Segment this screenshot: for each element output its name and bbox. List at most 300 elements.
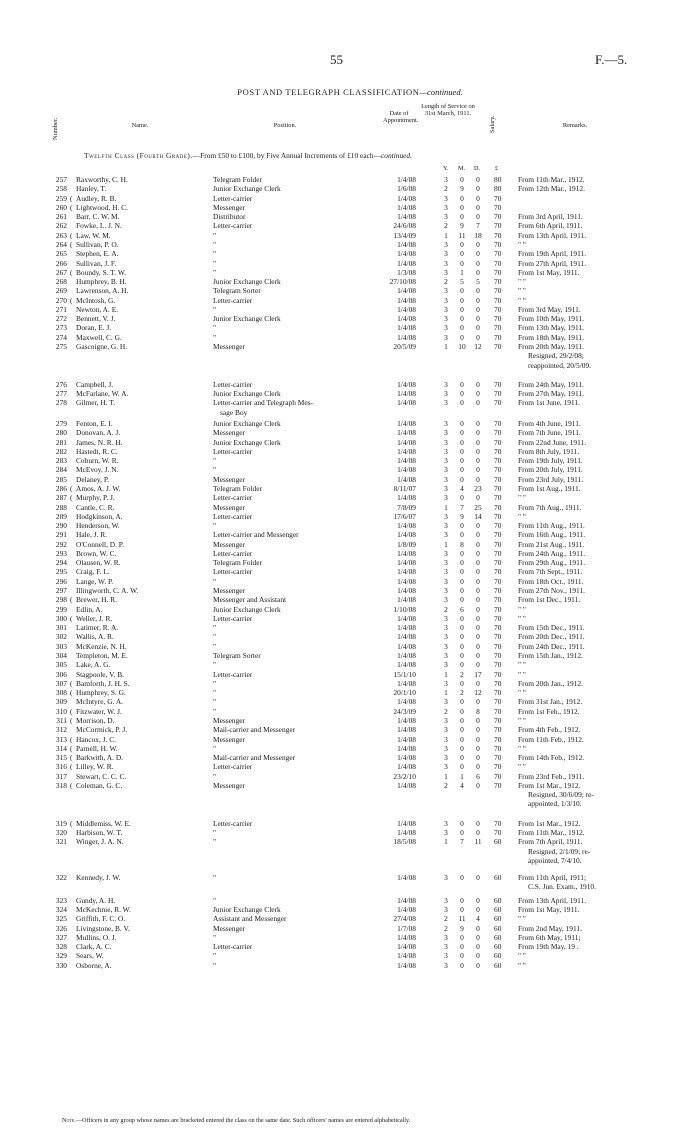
row-months: 0 [460,456,464,466]
row-position: Junior Exchange Clerk [213,604,281,614]
row-salary: 60 [494,905,502,914]
row-remarks: " " [518,277,526,287]
row-position: " [213,623,217,633]
row-date: 1/4/08 [397,960,416,970]
row-date: 1/4/08 [397,632,416,642]
row-days: 0 [476,623,480,633]
row-name: Latimer, R. A. [76,623,119,633]
row-remarks: From 7th April, 1911. [518,837,583,847]
row-days: 0 [476,212,480,222]
row-years: 3 [444,483,448,493]
row-position: Distributor [213,212,246,222]
row-remarks-continued: Resigned, 30/6/09; re- [528,790,594,800]
row-position: Letter-carrier [213,193,253,203]
row-months: 0 [460,193,464,203]
row-days: 0 [476,521,480,531]
row-position: " [213,239,217,249]
row-name: Lightwood, H. C. [76,202,128,212]
row-months: 0 [460,530,464,540]
row-days: 0 [476,389,480,399]
row-months: 1 [460,267,464,277]
row-salary: 70 [494,743,502,753]
row-name: Kennedy, J. W. [76,873,121,883]
row-position-continued: sage Boy [220,407,248,417]
row-name: Hodgkinson, A. [76,511,123,521]
row-position: Letter-carrier [213,221,253,231]
row-days: 0 [476,258,480,268]
row-remarks: From 3rd April, 1911. [518,212,583,222]
row-position: " [213,660,217,670]
row-salary: 70 [494,762,502,772]
row-years: 3 [444,446,448,456]
row-days: 0 [476,184,480,194]
row-position: " [213,332,217,342]
row-days: 0 [476,641,480,651]
row-days: 0 [476,332,480,342]
row-number: 257 [55,175,67,184]
row-months: 8 [460,539,464,549]
row-remarks: From 11th Feb., 1912. [518,734,584,744]
row-number: 291 [55,530,67,540]
row-number: 263 [55,230,67,240]
row-number: 292 [55,539,67,549]
row-days: 0 [476,456,480,466]
row-years: 3 [444,895,448,905]
row-bracket: ( [70,267,73,277]
row-days: 0 [476,314,480,324]
row-position: Messenger [213,715,246,725]
row-name: Sears, W. [76,951,104,961]
row-months: 0 [460,175,464,184]
row-months: 0 [460,314,464,324]
header-length: Length of Service on 31st March, 1911. [421,103,475,117]
row-remarks: From 11th Mar., 1912. [518,175,585,184]
row-months: 9 [460,511,464,521]
row-months: 0 [460,586,464,596]
row-date: 1/4/08 [397,332,416,342]
row-number: 294 [55,558,67,568]
row-days: 0 [476,267,480,277]
row-months: 0 [460,389,464,399]
row-days: 0 [476,780,480,790]
row-remarks: From 11th Mar., 1912. [518,828,585,838]
row-days: 18 [474,230,482,240]
row-number: 298 [55,595,67,605]
row-number: 269 [55,286,67,296]
row-salary: 70 [494,277,502,287]
row-number: 276 [55,379,67,389]
row-position: " [213,632,217,642]
row-years: 3 [444,951,448,961]
row-salary: 70 [494,212,502,222]
row-position: " [213,873,217,883]
row-years: 3 [444,437,448,447]
row-number: 311 [56,715,67,725]
row-bracket: ( [70,734,73,744]
row-years: 3 [444,743,448,753]
row-date: 1/4/08 [397,389,416,399]
row-salary: 70 [494,456,502,466]
row-number: 316 [55,762,67,772]
row-name: Parnell, H. W. [76,743,118,753]
row-salary: 70 [494,502,502,512]
row-years: 3 [444,323,448,333]
table-row-continuation [0,408,700,418]
row-position: Letter-carrier [213,762,253,772]
row-salary: 70 [494,446,502,456]
row-name: Stewart, C. C. C. [76,771,127,781]
table-row-continuation [0,361,700,371]
row-number: 319 [55,818,67,828]
row-salary: 70 [494,688,502,698]
row-months: 0 [460,465,464,475]
row-position: Junior Exchange Clerk [213,314,281,324]
row-date: 1/4/08 [397,212,416,222]
row-number: 284 [55,465,67,475]
row-position: Messenger [213,780,246,790]
row-months: 0 [460,212,464,222]
row-remarks: " " [518,762,526,772]
row-number: 302 [55,632,67,642]
row-bracket: ( [70,239,73,249]
row-salary: 70 [494,530,502,540]
row-months: 11 [458,914,466,924]
row-salary: 60 [494,837,502,847]
row-number: 303 [55,641,67,651]
row-years: 2 [444,184,448,194]
row-name: Olausen, W. R. [76,558,121,568]
row-position: " [213,576,217,586]
row-number: 289 [55,511,67,521]
row-days: 0 [476,753,480,763]
row-date: 1/4/08 [397,595,416,605]
row-date: 18/5/08 [393,837,416,847]
row-remarks: From 10th May, 1911. [518,314,584,324]
row-name: Coburn, W. R. [76,456,119,466]
row-name: Law, W. M. [76,230,111,240]
row-remarks: From 1st Aug., 1911. [518,483,581,493]
row-position: Telegram Folder [213,483,262,493]
row-months: 7 [460,837,464,847]
row-salary: 70 [494,613,502,623]
unit-days: D. [474,165,481,172]
row-years: 3 [444,873,448,883]
row-bracket: ( [70,706,73,716]
row-salary: 70 [494,221,502,231]
row-position: " [213,837,217,847]
row-remarks-continued: reappointed, 20/5/09. [528,360,592,370]
row-bracket: ( [70,202,73,212]
row-date: 1/4/08 [397,456,416,466]
row-remarks: " " [518,743,526,753]
row-number: 315 [55,753,67,763]
row-months: 0 [460,641,464,651]
row-months: 0 [460,548,464,558]
row-years: 3 [444,474,448,484]
row-name: Lilley, W. R. [76,762,114,772]
row-remarks: " " [518,688,526,698]
row-number: 325 [55,914,67,924]
row-bracket: ( [70,743,73,753]
row-name: Brewer, H. R. [76,595,117,605]
row-days: 8 [476,706,480,716]
row-salary: 80 [494,175,502,184]
row-remarks: From 16th Aug., 1911. [518,530,586,540]
row-years: 3 [444,595,448,605]
row-days: 25 [474,502,482,512]
row-date: 1/4/08 [397,942,416,952]
row-remarks: From 19th May, 19 . [518,942,579,952]
row-number: 287 [55,493,67,503]
row-salary: 70 [494,428,502,438]
row-salary: 70 [494,660,502,670]
row-remarks-continued: Resigned, 2/1/09; re- [528,846,591,856]
row-name: Morrison, D. [76,715,115,725]
row-name: Lange, W. P. [76,576,114,586]
row-name: Sullivan, P. O. [76,239,119,249]
row-position: Messenger [213,586,246,596]
row-number: 270 [55,295,67,305]
row-years: 3 [444,530,448,540]
row-years: 3 [444,456,448,466]
row-months: 0 [460,437,464,447]
row-position: Letter-carrier [213,613,253,623]
row-days: 0 [476,539,480,549]
row-position: " [213,521,217,531]
row-days: 0 [476,548,480,558]
row-date: 27/10/08 [389,277,416,287]
row-position: Telegram Sorter [213,286,261,296]
row-number: 306 [55,669,67,679]
row-name: Maxwell, C. G. [76,332,122,342]
row-date: 1/4/08 [397,493,416,503]
row-date: 1/4/08 [397,295,416,305]
row-remarks: From 21st Aug., 1911. [518,539,585,549]
row-days: 0 [476,286,480,296]
row-position: Messenger [213,734,246,744]
row-number: 295 [55,567,67,577]
row-salary: 70 [494,539,502,549]
row-name: Murphy, P. J. [76,493,115,503]
row-number: 265 [55,249,67,259]
row-months: 11 [458,230,466,240]
row-years: 3 [444,398,448,408]
row-name: McCormick, P. J. [76,725,128,735]
row-name: Gilmer, H. T. [76,398,116,408]
row-bracket: ( [70,595,73,605]
row-number: 286 [55,483,67,493]
row-number: 283 [55,456,67,466]
row-position: Letter-carrier [213,493,253,503]
row-position: Messenger [213,342,246,352]
row-position: " [213,323,217,333]
row-salary: 70 [494,437,502,447]
row-name: Boundy, S. T. W. [76,267,126,277]
row-bracket: ( [70,715,73,725]
row-salary: 70 [494,202,502,212]
row-years: 3 [444,818,448,828]
row-name: Weller, J. R. [76,613,113,623]
row-name: Edlin, A. [76,604,103,614]
row-position: Letter-carrier [213,379,253,389]
row-salary: 70 [494,286,502,296]
row-days: 12 [474,342,482,352]
row-remarks: From 13th April, 1911. [518,895,587,905]
row-days: 0 [476,960,480,970]
row-number: 262 [55,221,67,231]
row-position: Telegram Folder [213,175,262,184]
row-date: 24/6/08 [393,221,416,231]
row-name: Doran, E. J. [76,323,112,333]
row-years: 3 [444,258,448,268]
row-years: 3 [444,613,448,623]
title-text: POST AND TELEGRAPH CLASSIFICATION [237,87,420,97]
row-years: 3 [444,828,448,838]
row-months: 4 [460,780,464,790]
row-name: Livingstone, B. V. [76,923,130,933]
row-salary: 60 [494,932,502,942]
row-salary: 70 [494,249,502,259]
row-days: 5 [476,277,480,287]
row-days: 0 [476,613,480,623]
row-name: Clark, A. C. [76,942,112,952]
row-number: 277 [55,389,67,399]
row-years: 1 [444,342,448,352]
row-position: Messenger [213,428,246,438]
row-days: 0 [476,697,480,707]
row-years: 1 [444,771,448,781]
row-remarks: " " [518,715,526,725]
row-name: Stephen, E. A. [76,249,119,259]
row-remarks: " " [518,295,526,305]
row-days: 4 [476,914,480,924]
row-name: Lake, A. G. [76,660,111,670]
row-position: Junior Exchange Clerk [213,184,281,194]
row-months: 0 [460,474,464,484]
row-bracket: ( [70,762,73,772]
row-months: 9 [460,184,464,194]
row-position: " [213,267,217,277]
row-years: 3 [444,905,448,914]
row-days: 0 [476,295,480,305]
row-position: Junior Exchange Clerk [213,389,281,399]
row-date: 1/4/08 [397,753,416,763]
row-years: 3 [444,511,448,521]
row-remarks: From 20th July, 1911. [518,465,583,475]
row-salary: 70 [494,239,502,249]
row-years: 3 [444,660,448,670]
row-months: 0 [460,942,464,952]
row-days: 0 [476,437,480,447]
row-date: 1/4/08 [397,474,416,484]
row-date: 1/4/08 [397,428,416,438]
row-date: 1/4/08 [397,379,416,389]
row-name: Donovan, A. J. [76,428,121,438]
row-date: 1/7/08 [397,923,416,933]
row-salary: 70 [494,669,502,679]
row-months: 0 [460,905,464,914]
row-days: 0 [476,323,480,333]
row-position: " [213,688,217,698]
row-months: 5 [460,277,464,287]
row-remarks: From 22nd June, 1911. [518,437,587,447]
row-name: McIntyre, G. A. [76,697,124,707]
row-name: Campbell, J. [76,379,114,389]
row-remarks: From 4th June, 1911. [518,419,581,428]
row-salary: 70 [494,474,502,484]
row-position: Junior Exchange Clerk [213,905,281,914]
row-days: 0 [476,905,480,914]
row-days: 0 [476,558,480,568]
row-salary: 70 [494,632,502,642]
row-remarks: From 15th Jan., 1912. [518,651,583,660]
row-position: Letter-carrier [213,942,253,952]
row-months: 0 [460,706,464,716]
row-salary: 70 [494,567,502,577]
row-years: 3 [444,586,448,596]
row-months: 4 [460,483,464,493]
unit-salary: £ [495,165,499,172]
row-days: 0 [476,734,480,744]
row-remarks: From 23rd July, 1911. [518,474,584,484]
row-days: 0 [476,604,480,614]
row-salary: 70 [494,725,502,735]
row-date: 1/4/08 [397,725,416,735]
row-months: 0 [460,576,464,586]
row-days: 0 [476,586,480,596]
row-salary: 70 [494,483,502,493]
row-date: 1/4/08 [397,873,416,883]
row-years: 1 [444,688,448,698]
row-days: 0 [476,923,480,933]
header-position: Position. [273,122,297,129]
row-days: 0 [476,202,480,212]
row-position: " [213,678,217,688]
row-remarks: From 14th Feb., 1912. [518,753,585,763]
row-number: 282 [55,446,67,456]
row-date: 1/4/08 [397,521,416,531]
row-remarks: From 15th Dec., 1911. [518,623,585,633]
row-salary: 70 [494,342,502,352]
row-number: 321 [55,837,67,847]
row-years: 3 [444,697,448,707]
row-years: 2 [444,604,448,614]
row-number: 300 [55,613,67,623]
row-remarks: From 7th June, 1911. [518,428,581,438]
row-days: 0 [476,932,480,942]
row-number: 281 [55,437,67,447]
row-salary: 70 [494,465,502,475]
row-years: 3 [444,314,448,324]
row-position: Mail-carrier and Messenger [213,753,296,763]
row-date: 1/8/09 [397,539,416,549]
row-years: 3 [444,239,448,249]
row-date: 1/4/08 [397,175,416,184]
row-date: 1/6/08 [397,184,416,194]
row-number: 271 [55,304,67,314]
row-remarks: " " [518,493,526,503]
row-position: Letter-carrier and Messenger [213,530,299,540]
row-name: Delaney, P. [76,474,109,484]
row-days: 0 [476,428,480,438]
row-months: 0 [460,762,464,772]
row-remarks: " " [518,239,526,249]
row-years: 3 [444,521,448,531]
row-bracket: ( [70,493,73,503]
row-remarks: " " [518,914,526,924]
header-salary: Salary. [489,115,496,133]
row-remarks-continued: appointed, 7/4/10. [528,855,582,865]
